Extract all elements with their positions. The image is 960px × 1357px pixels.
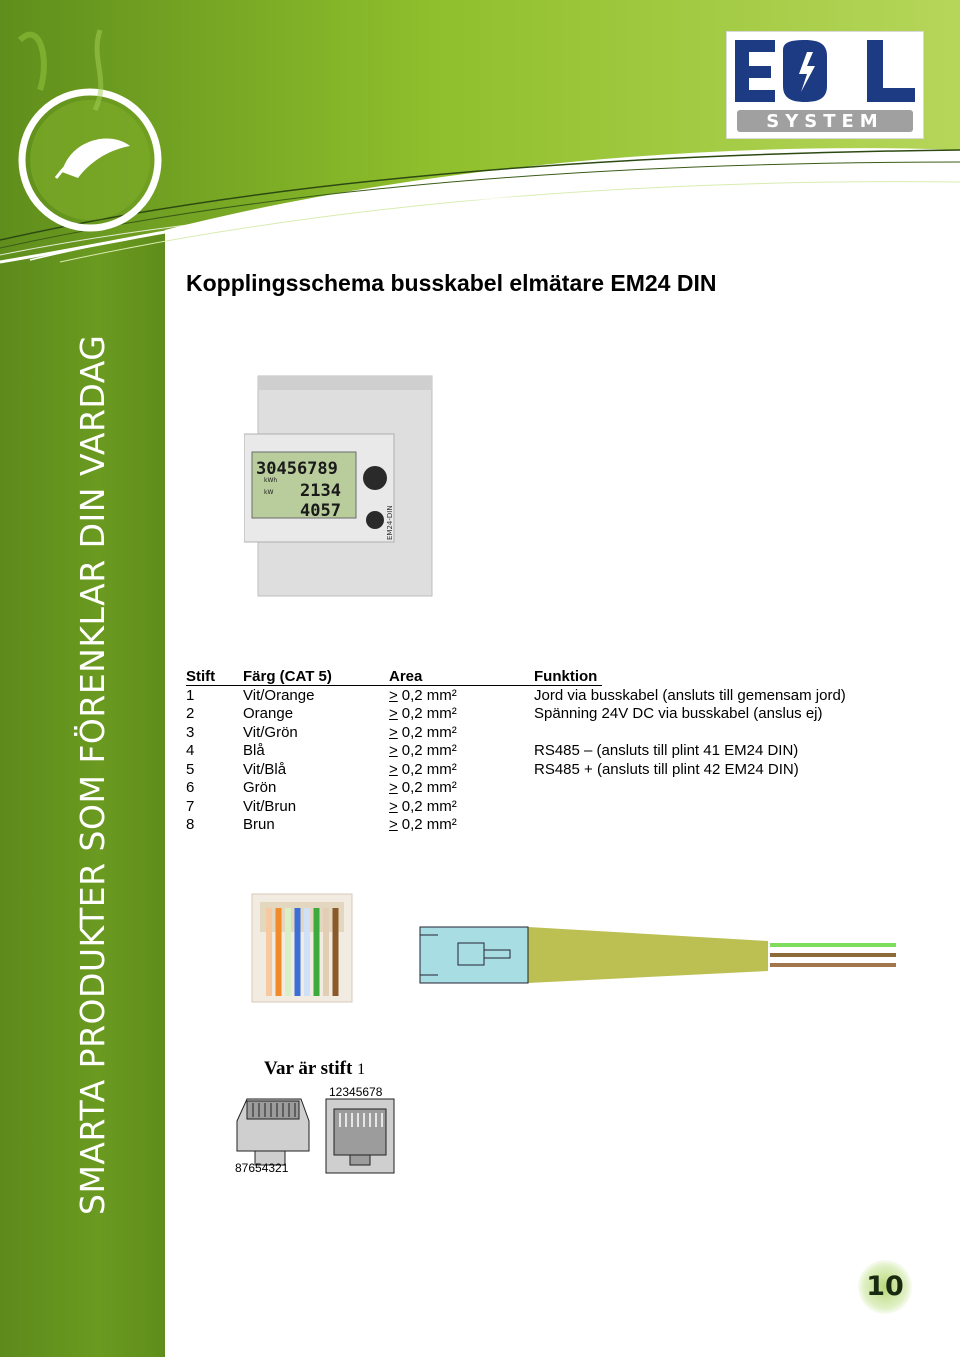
wire-strand — [333, 908, 339, 996]
area-symbol: > — [389, 705, 398, 722]
svg-text:EM24-DIN: EM24-DIN — [386, 505, 394, 540]
area-symbol: > — [389, 742, 398, 759]
area-cell — [389, 687, 457, 706]
svg-text:2134: 2134 — [300, 481, 341, 501]
pin-cell: 1 — [186, 686, 195, 704]
area-value: 0,2 mm² — [401, 760, 457, 778]
plug-pin-numbers: 87654321 — [235, 1161, 289, 1175]
eol-system-logo — [726, 31, 924, 139]
cable-diagram — [418, 925, 902, 985]
color-cell: Vit/Brun — [243, 797, 297, 815]
color-cell: Vit/Blå — [243, 760, 287, 778]
wire-strand — [295, 908, 301, 996]
color-cell: Grön — [243, 779, 277, 796]
pin-figure-label: Var är stift 1 — [264, 1058, 366, 1079]
svg-text:4057: 4057 — [300, 501, 341, 521]
pin-cell: 4 — [186, 742, 195, 759]
area-cell — [389, 761, 457, 780]
area-cell — [389, 779, 457, 798]
area-cell — [389, 798, 457, 817]
function-cell: RS485 + (ansluts till plint 42 EM24 DIN) — [534, 760, 799, 778]
svg-text:kWh: kWh — [264, 477, 278, 484]
svg-text:30456789: 30456789 — [256, 459, 338, 479]
function-cell: Jord via busskabel (ansluts till gemensam jord) — [534, 686, 846, 704]
pin-cell: 8 — [186, 816, 195, 833]
area-cell — [389, 742, 457, 761]
area-value: 0,2 mm² — [401, 705, 457, 722]
color-cell: Vit/Grön — [243, 723, 298, 741]
pin-cell: 7 — [186, 797, 195, 815]
pin-cell: 5 — [186, 760, 195, 778]
area-value: 0,2 mm² — [401, 779, 457, 796]
page-title: Kopplingsschema busskabel elmätare EM24 DIN — [186, 270, 717, 296]
color-cell: Brun — [243, 816, 275, 833]
em24-meter-image — [244, 370, 436, 600]
wire-strand — [266, 908, 272, 996]
logo-graphic — [727, 32, 923, 138]
sidebar-slogan: SMARTA PRODUKTER SOM FÖRENKLAR DIN VARDAG — [73, 334, 112, 1215]
svg-text:kW: kW — [264, 489, 274, 496]
area-value: 0,2 mm² — [401, 816, 457, 833]
area-value: 0,2 mm² — [401, 723, 457, 741]
pin-cell: 6 — [186, 779, 195, 796]
header-color: Färg (CAT 5) — [243, 668, 332, 685]
area-cell — [389, 816, 457, 835]
area-symbol: > — [389, 779, 398, 796]
pin-cell: 3 — [186, 723, 195, 741]
wire-strand — [304, 908, 310, 996]
area-cell — [389, 724, 457, 743]
function-cell: RS485 – (ansluts till plint 41 EM24 DIN) — [534, 742, 799, 759]
area-value: 0,2 mm² — [401, 686, 457, 704]
area-symbol: > — [389, 797, 398, 815]
function-cell: Spänning 24V DC via busskabel (anslus ej) — [534, 705, 823, 722]
area-symbol: > — [389, 723, 398, 741]
area-value: 0,2 mm² — [401, 742, 457, 759]
rj45-connector-photo — [250, 888, 355, 1003]
wire-strand — [276, 908, 282, 996]
color-cell: Orange — [243, 705, 294, 722]
page-number: 10 — [858, 1260, 912, 1314]
area-value: 0,2 mm² — [401, 797, 457, 815]
pin-cell: 2 — [186, 705, 195, 722]
area-symbol: > — [389, 760, 398, 778]
area-cell — [389, 705, 457, 724]
header-pin: Stift — [186, 668, 216, 685]
socket-pin-numbers: 12345678 — [329, 1085, 383, 1099]
color-cell: Blå — [243, 742, 265, 759]
wire-strand — [314, 908, 320, 996]
area-symbol: > — [389, 686, 398, 704]
color-cell: Vit/Orange — [243, 686, 315, 704]
area-symbol: > — [389, 816, 398, 833]
wire-strand — [323, 908, 329, 996]
header-area: Area — [389, 668, 423, 685]
wire-strand — [285, 908, 291, 996]
svg-text:SYSTEM: SYSTEM — [766, 111, 884, 132]
header-function: Funktion — [534, 668, 598, 685]
